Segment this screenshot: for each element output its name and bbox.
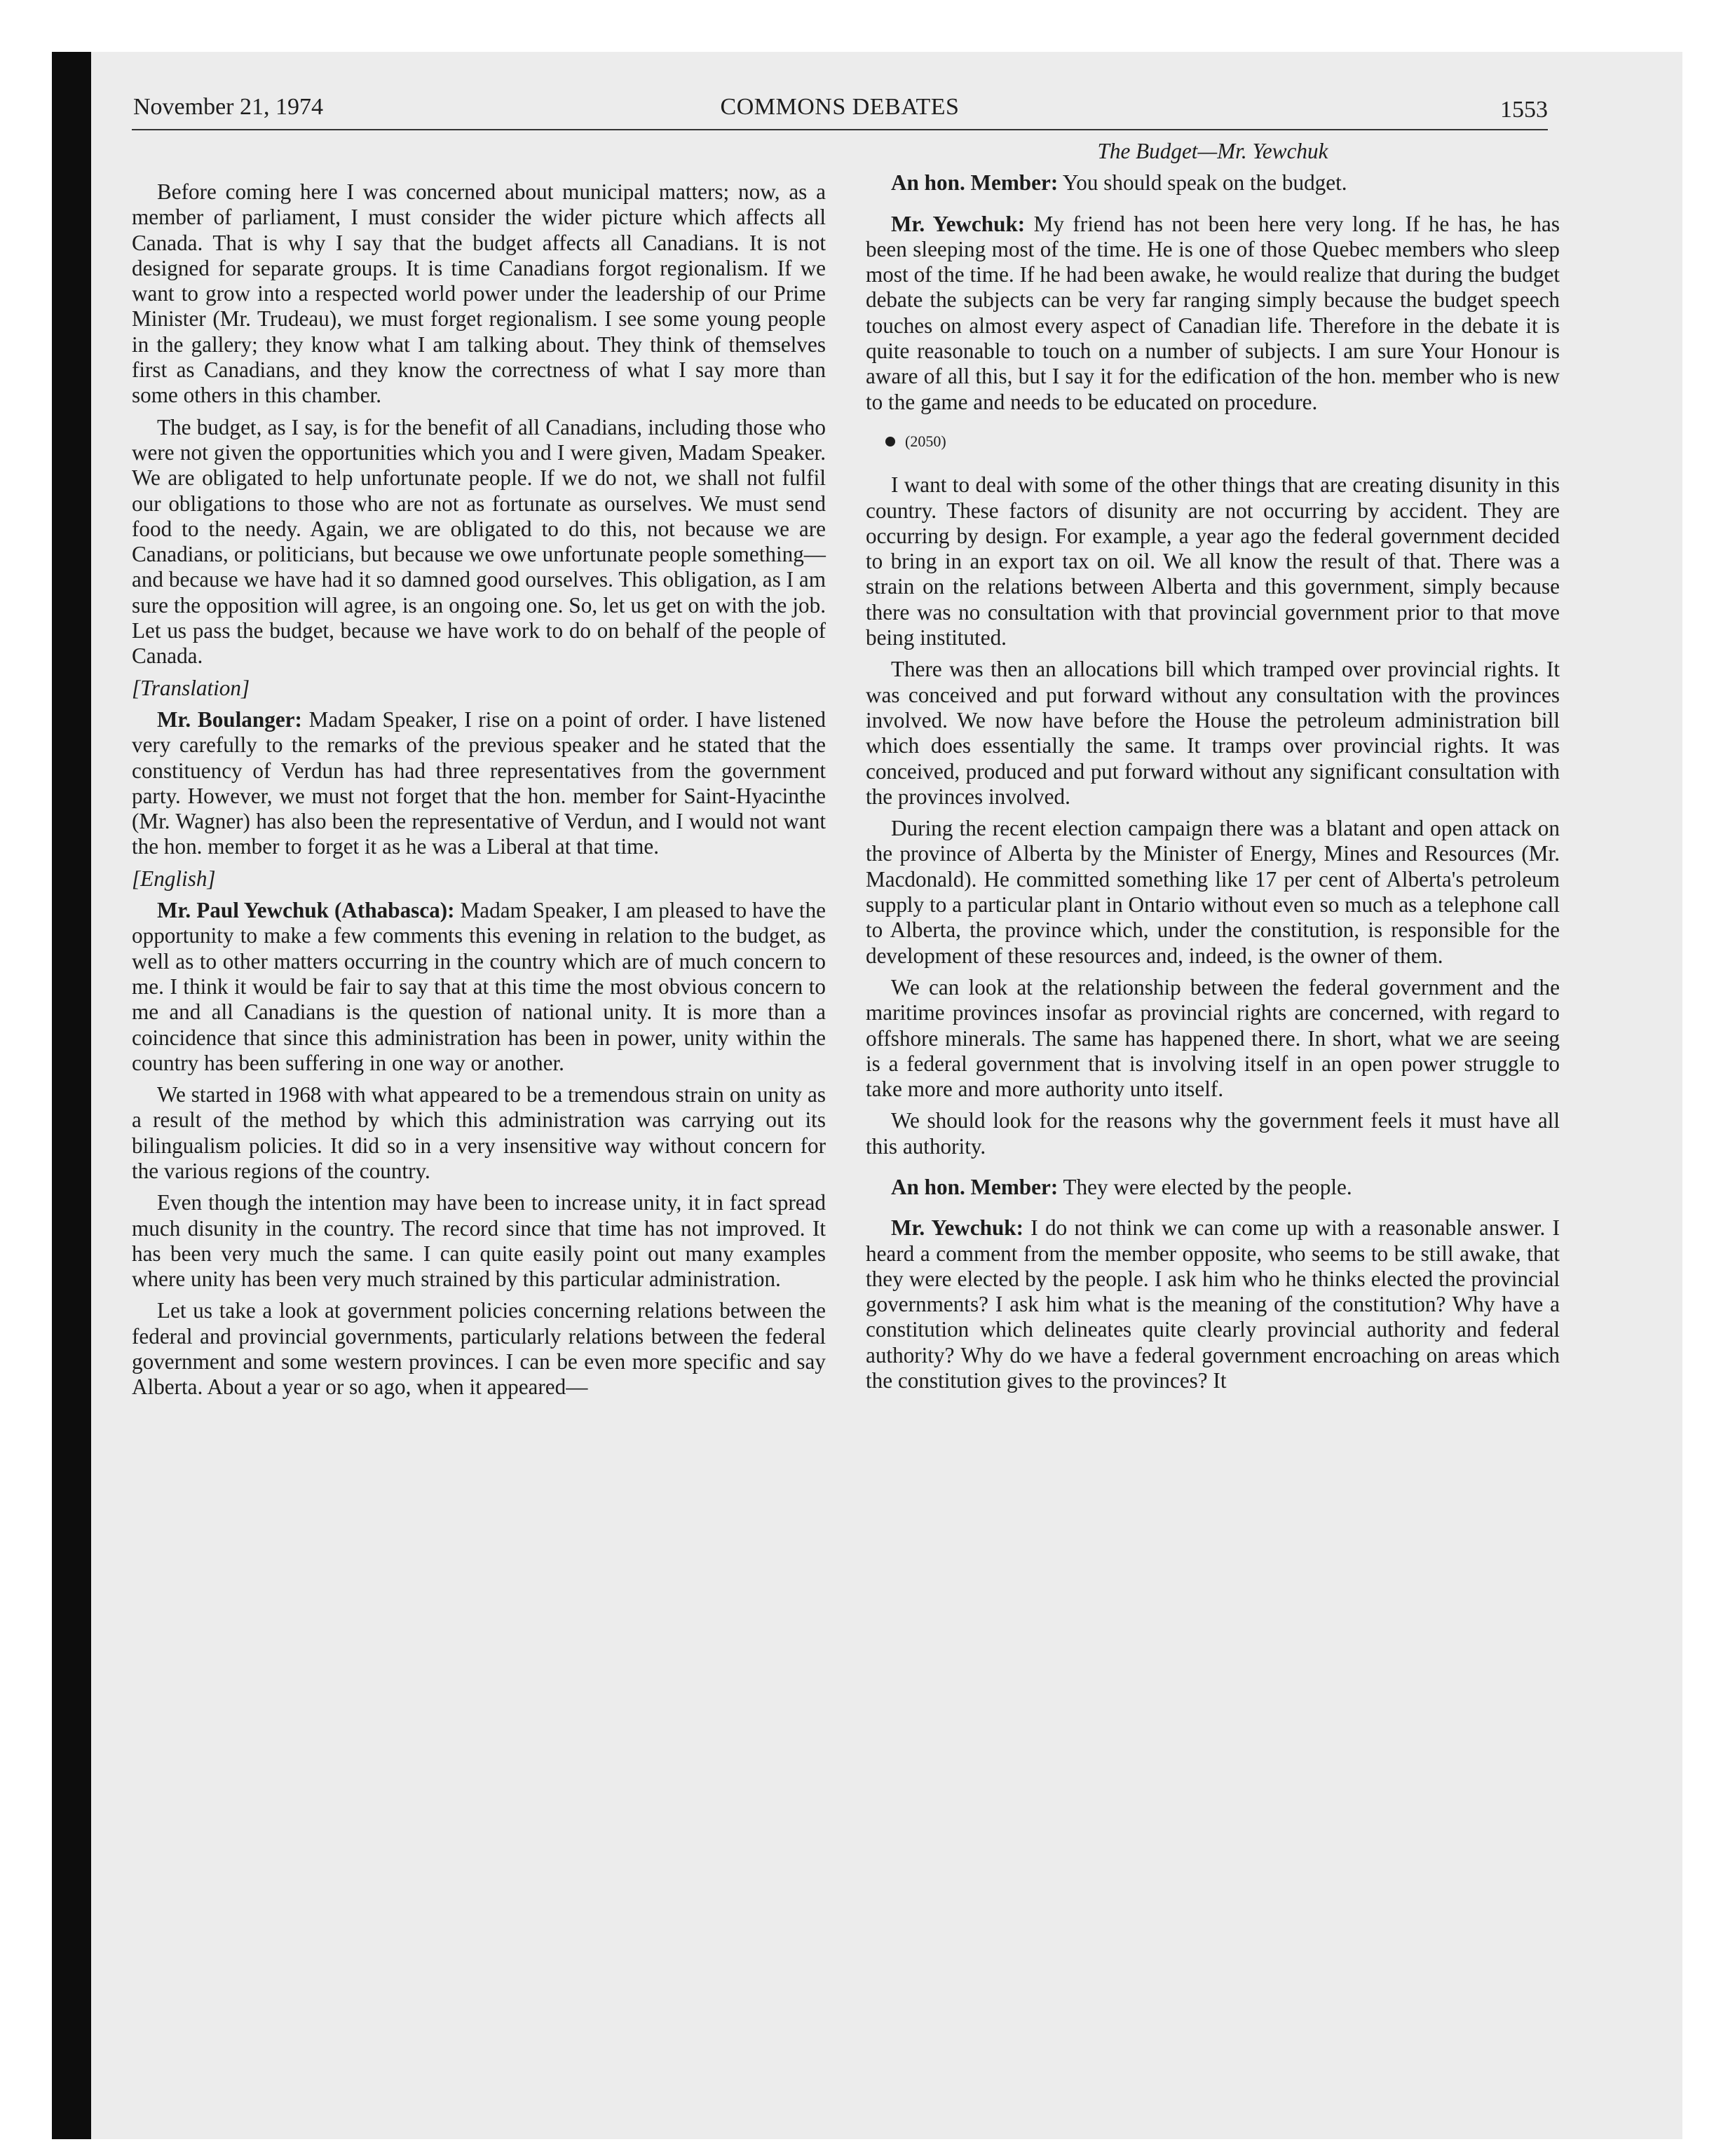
paragraph: We can look at the relationship between the federal government and the maritime provinces insofar as provincial rights are concerned, with regard to offshore minerals. The same has happened there. In short, what we are seeing is a federal government that is involving itself in an open power struggle to take more and more authority unto itself.	[866, 974, 1560, 1102]
paragraph: During the recent election campaign there was a blatant and open attack on the province of Alberta by the Minister of Energy, Mines and Resources (Mr. Macdonald). He committed something like 17 per cent of Alberta's petroleum supply to a particular plant in Ontario without even so much as a telephone call to Alberta, the province which, under the constitution, is responsible for the development of these resources and, indeed, is the owner of them.	[866, 816, 1560, 968]
time-marker	[866, 429, 1560, 454]
speech-yewchuk	[866, 212, 1560, 415]
paragraph: I want to deal with some of the other things that are creating disunity in this country. These factors of disunity are not occurring by accident. They are occurring by design. For example, a year ago the federal government decided to bring in an export tax on oil. We all know the result of that. There was a strain on the relations between Alberta and this government, simply because there was no consultation with that provincial government prior to that move being instituted.	[866, 472, 1560, 650]
header-page-number: 1553	[1500, 97, 1548, 123]
speech-text: I do not think we can come up with a reasonable answer. I heard a comment from the member opposite, who seems to be still awake, that they were elected by the people. I ask him who he thinks elected the provincial governments? I ask him what is the meaning of the constitution? Why have a constitution which delineates quite clearly provincial authority and federal authority? Why do we have a federal government encroaching on areas which the constitution gives to the provinces? It	[866, 1215, 1560, 1393]
paragraph: The budget, as I say, is for the benefit of all Canadians, including those who were not given the opportunities which you and I were given, Madam Speaker. We are obligated to help unfortunate people. If we do not, we shall not fulfil our obligations to those who are not as fortunate as ourselves. We must send food to the needy. Again, we are obligated to do this, not because we are Canadians, or politicians, but because we owe unfortunate people something—and because we have had it so damned good ourselves. This obligation, as I am sure the opposition will agree, is an ongoing one. So, let us get on with the job. Let us pass the budget, because we have work to do on behalf of the people of Canada.	[132, 414, 826, 669]
paragraph: There was then an allocations bill which tramped over provincial rights. It was conceived and put forward without any consultation with the provinces involved. We now have before the House the petroleum administration bill which does essentially the same. It tramps over provincial rights. It was conceived, produced and put forward without any significant consultation with the provinces involved.	[866, 657, 1560, 809]
scan-binding-edge	[52, 52, 91, 2139]
header-date: November 21, 1974	[133, 94, 324, 120]
speech-hon-member	[866, 170, 1560, 196]
speaker-name: Mr. Yewchuk:	[891, 211, 1026, 236]
english-label: [English]	[132, 866, 216, 891]
paragraph: Even though the intention may have been to increase unity, it in fact spread much disunity in the country. The record since that time has not improved. It has been very much the same. I can quite easily point out many examples where unity has been very much strained by this particular administration.	[132, 1190, 826, 1292]
speaker-name: Mr. Paul Yewchuk (Athabasca):	[157, 898, 455, 923]
speech-text: Madam Speaker, I am pleased to have the opportunity to make a few comments this evening in relation to the budget, as well as to other matters occurring in the country which are of much concern to me. I think it would be fair to say that at this time the most obvious concern to me and all Canadians is the question of national unity. It is more than a coincidence that since this administration has been in power, unity within the country has been suffering in one way or another.	[132, 898, 826, 1075]
speaker-name: Mr. Boulanger:	[157, 707, 302, 732]
paragraph: Before coming here I was concerned about municipal matters; now, as a member of parliament, I must consider the wider picture which affects all Canada. That is why I say that the budget affects all Canadians. It is not designed for separate groups. It is time Canadians forgot regionalism. If we want to grow into a respected world power under the leadership of our Prime Minister (Mr. Trudeau), we must forget regionalism. I see some young people in the gallery; they know what I am talking about. They think of themselves first as Canadians, and they know the correctness of what I say more than some others in this chamber.	[132, 179, 826, 408]
left-column	[132, 179, 826, 1407]
paragraph: We should look for the reasons why the government feels it must have all this authority.	[866, 1108, 1560, 1159]
speaker-name: Mr. Yewchuk:	[891, 1215, 1024, 1241]
translation-label: [Translation]	[132, 675, 250, 700]
speech-yewchuk	[132, 898, 826, 1076]
speech-hon-member	[866, 1175, 1560, 1200]
header-publication-title: COMMONS DEBATES	[720, 94, 960, 120]
speech-text: They were elected by the people.	[1058, 1174, 1352, 1199]
bullet-icon	[885, 437, 895, 446]
speech-boulanger	[132, 707, 826, 860]
paragraph: Let us take a look at government policies concerning relations between the federal and provincial governments, particularly relations between the federal government and some western provinces. I can be even more specific and say Alberta. About a year or so ago, when it appeared—	[132, 1298, 826, 1400]
speech-text: Madam Speaker, I rise on a point of order. I have listened very carefully to the remarks of the previous speaker and he stated that the constituency of Verdun has had three representatives from the government party. However, we must not forget that the hon. member for Saint-Hyacinthe (Mr. Wagner) has also been the representative of Verdun, and I would not want the hon. member to forget it as he was a Liberal at that time.	[132, 707, 826, 859]
speaker-name: An hon. Member:	[891, 1174, 1059, 1199]
speaker-name: An hon. Member:	[891, 170, 1059, 196]
speech-text: You should speak on the budget.	[1058, 170, 1347, 196]
speech-yewchuk	[866, 1215, 1560, 1393]
page-header	[132, 90, 1548, 130]
time-marker-text: (2050)	[905, 432, 946, 450]
paragraph: We started in 1968 with what appeared to be a tremendous strain on unity as a result of the method by which this administration was carrying out its bilingualism policies. It did so in a very insensitive way without concern for the various regions of the country.	[132, 1082, 826, 1183]
right-column	[866, 139, 1560, 1400]
running-head: The Budget—Mr. Yewchuk	[1097, 139, 1328, 163]
speech-text: My friend has not been here very long. If he has, he has been sleeping most of the time. He is one of those Quebec members who sleep most of the time. If he had been awake, he would realize that during the budget debate the subjects can be very far ranging simply because the budget speech touches on almost every aspect of Canadian life. Therefore in the debate it is quite reasonable to touch on a number of subjects. I am sure Your Honour is aware of all this, but I say it for the edification of the hon. member who is new to the game and needs to be educated on procedure.	[866, 211, 1560, 414]
